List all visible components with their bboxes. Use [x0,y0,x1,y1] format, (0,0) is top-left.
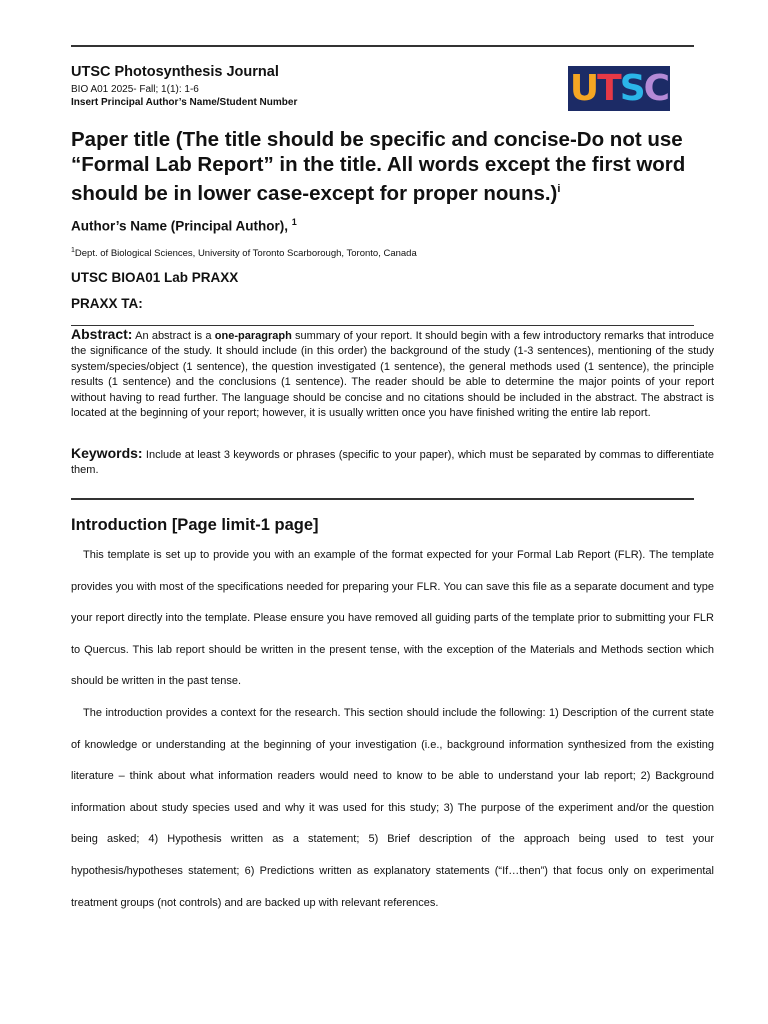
intro-p2-text: The introduction provides a context for the research. This section should include the following: 1) Description of the current state of knowledge or understanding at the beginning of your investigation (i.e., background information synthesized from the existing literature – think about what information readers would need to know to be able to understand your lab report; 2) Background information about study species used and why it was used for this study; 3) The purpose of the experiment and/or the question being asked; 4) Hypothesis written as a statement; 5) Brief description of the approach being used to test your hypothesis/hypotheses statement; 6) Predictions written as explanatory statements (“If…then”) that focus only on experimental treatment groups (not controls) and are backed up with relevant references. [71,707,714,909]
author-placeholder: Insert Principal Author’s Name/Student Number [71,97,298,108]
intro-paragraph-2 [71,698,714,919]
logo-letter-c: C [643,67,669,109]
abstract-text-pre: An abstract is a [132,330,215,342]
author-affil-mark: 1 [291,217,297,227]
paper-title-text: Paper title (The title should be specific and concise-Do not use “Formal Lab Report” in the title. All words except the first word should be in lower case-except for proper nouns.) [71,128,686,205]
ta-line: PRAXX TA: [71,296,143,311]
logo-letter-s: S [619,67,644,109]
author-name-text: Author’s Name (Principal Author), [71,218,292,234]
title-footnote-mark: i [557,183,561,195]
keywords-label: Keywords: [71,445,143,461]
abstract-emphasis: one-paragraph [214,330,292,342]
affiliation-text: Dept. of Biological Sciences, University of Toronto Scarborough, Toronto, Canada [74,248,417,260]
abstract-label: Abstract: [71,326,133,342]
abstract-text: summary of your report. It should begin with a few introductory remarks that introduce the significance of the study. It should include (in this order) the background of the study (1-3 sentences), mentioning of the study system/species/object (1 sentence), the question investigated (1 sentence), the general methods used (1 sentence), the principle results (1 sentence) and the conclusions (1 sentence). The reader should be able to determine the major points of your report without having to read further. The language should be concise and no citations should be included in the abstract. The abstract is located at the beginning of your report; however, it is usually written once you have finished writing the entire lab report. [71,330,714,420]
logo-letter-u: U [569,67,598,109]
abstract-rule [71,325,694,326]
affil-mark: 1 [71,247,75,254]
affiliation [71,247,417,259]
logo-letter-t: T [597,67,620,109]
utsc-logo [568,66,670,111]
keywords [71,446,714,479]
paper-title [71,127,711,206]
abstract [71,327,714,421]
author-name [71,217,297,234]
top-rule [71,45,694,47]
intro-paragraph-1 [71,540,714,698]
keywords-text: Include at least 3 keywords or phrases (specific to your paper), which must be separated by commas to differentiate them. [71,449,714,477]
intro-p1-text: This template is set up to provide you with an example of the format expected for your Formal Lab Report (FLR). The template provides you with most of the specifications needed for preparing your FLR. You can save this file as a separate document and type your report directly into the template. Please ensure you have removed all guiding parts of the template prior to submitting your FLR to Quercus. This lab report should be written in the present tense, with the exception of the Materials and Methods section which should be written in the past tense. [71,549,714,688]
lab-section: UTSC BIOA01 Lab PRAXX [71,270,239,285]
issue-info: BIO A01 2025- Fall; 1(1): 1-6 [71,84,199,95]
section-rule [71,498,694,500]
introduction-heading: Introduction [Page limit-1 page] [71,516,319,534]
journal-name: UTSC Photosynthesis Journal [71,64,279,80]
